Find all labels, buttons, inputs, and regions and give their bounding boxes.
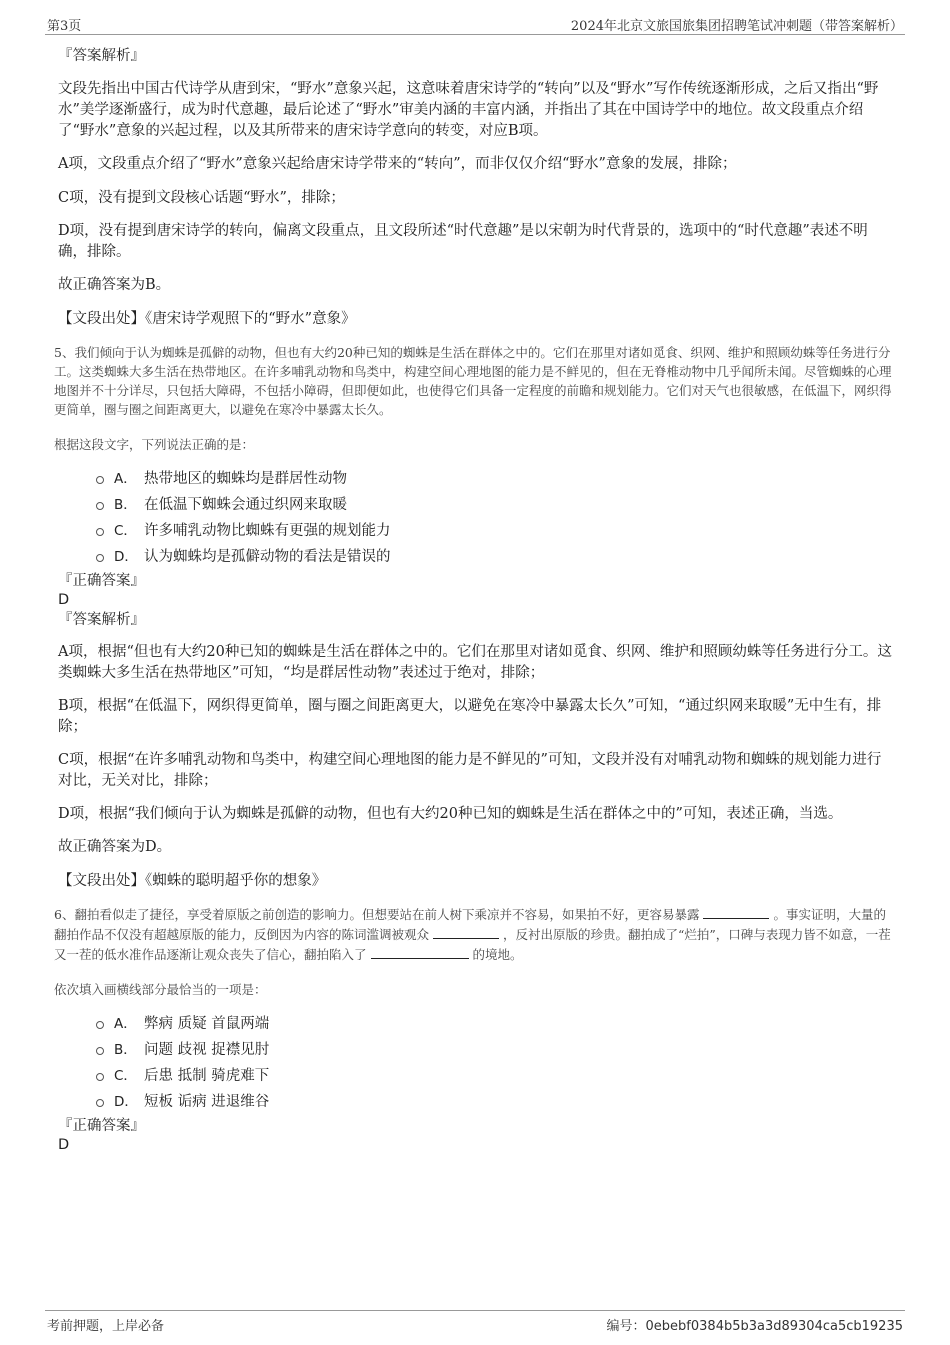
q4-analysis-a: A项，文段重点介绍了“野水”意象兴起给唐宋诗学带来的“转向”，而非仅仅介绍“野水”意象的发展，排除；	[58, 156, 737, 172]
q5-options	[58, 464, 894, 568]
q5-option-a[interactable]	[96, 464, 894, 490]
option-letter: B．	[114, 497, 137, 513]
q5-option-d[interactable]	[96, 542, 894, 568]
q5-analysis-c: C项，根据“在许多哺乳动物和鸟类中，构建空间心理地图的能力是不鲜见的”可知，文段并没有对哺乳动物和蜘蛛的规划能力进行对比，无关对比，排除；	[58, 752, 882, 789]
radio-icon[interactable]	[96, 554, 104, 562]
q5-analysis-a: A项，根据“但也有大约20种已知的蜘蛛是生活在群体之中的。它们在那里对诸如觅食、织网、维护和照顾幼蛛等任务进行分工。这类蜘蛛大多生活在热带地区”可知，“均是群居性动物”表述过于绝对，排除；	[58, 644, 892, 681]
q5-analysis-b: B项，根据“在低温下，网织得更简单，圈与圈之间距离更大，以避免在寒冷中暴露太长久”可知，“通过织网来取暖”无中生有，排除；	[58, 698, 882, 735]
radio-icon[interactable]	[96, 1073, 104, 1081]
q5-option-c[interactable]	[96, 516, 894, 542]
option-text: 问题 歧视 捉襟见肘	[144, 1041, 270, 1058]
q6-option-d[interactable]	[96, 1087, 894, 1113]
q4-analysis-c: C项，没有提到文段核心话题“野水”，排除；	[58, 190, 345, 206]
q5-option-b[interactable]	[96, 490, 894, 516]
footer-code	[607, 1315, 903, 1334]
option-text: 弊病 质疑 首鼠两端	[144, 1015, 270, 1032]
q4-analysis-intro: 文段先指出中国古代诗学从唐到宋，“野水”意象兴起，这意味着唐宋诗学的“转向”以及“野水”写作传统逐渐形成，之后又指出“野水”美学逐渐盛行，成为时代意趣，最后论述了“野水”审美内涵的丰富内涵，并指出了其在中国诗学中的地位。故文段重点介绍了“野水”意象的兴起过程，以及其所带来的唐宋诗学意向的转变，对应B项。	[58, 81, 879, 139]
footer-code-value: 0ebebf0384b5b3a3d89304ca5cb19235	[645, 1319, 903, 1334]
q6-option-a[interactable]	[96, 1009, 894, 1035]
q5-analysis-d: D项，根据“我们倾向于认为蜘蛛是孤僻的动物，但也有大约20种已知的蜘蛛是生活在群体之中的”可知，表述正确，当选。	[58, 806, 843, 822]
radio-icon[interactable]	[96, 1099, 104, 1107]
q6-blank-1	[703, 904, 769, 919]
radio-icon[interactable]	[96, 476, 104, 484]
q6-stem-part1: 6、翻拍看似走了捷径，享受着原版之前创造的影响力。但想要站在前人树下乘凉并不容易，如果拍不好，更容易暴露	[54, 907, 700, 922]
q4-analysis-d: D项，没有提到唐宋诗学的转向，偏离文段重点，且文段所述“时代意趣”是以宋朝为时代背景的，选项中的“时代意趣”表述不明确，排除。	[58, 223, 868, 260]
q6-correct-value: D	[58, 1137, 70, 1153]
option-letter: A．	[114, 471, 137, 487]
q6-stem-part2: 。事实证明，大量的翻拍作品不仅没有超越原版的能力，反倒因为内容的陈词滥调被观众	[54, 907, 886, 942]
q4-analysis-label: 『答案解析』	[58, 48, 145, 64]
q5-correct-value: D	[58, 592, 70, 608]
option-text: 认为蜘蛛均是孤僻动物的看法是错误的	[144, 548, 391, 565]
option-letter: A．	[114, 1016, 137, 1032]
radio-icon[interactable]	[96, 1047, 104, 1055]
footer-slogan: 考前押题，上岸必备	[47, 1319, 165, 1334]
q6-stem-part3: ，反衬出原版的珍贵。翻拍成了“烂拍”，口碑与表现力皆不如意，一茬又一茬的低水准作品逐渐让观众丧失了信心，翻拍陷入了	[54, 927, 891, 962]
q6-blank-3	[371, 944, 469, 959]
radio-icon[interactable]	[96, 1021, 104, 1029]
option-text: 后患 抵制 骑虎难下	[144, 1067, 270, 1084]
option-letter: D．	[114, 549, 138, 565]
option-text: 在低温下蜘蛛会通过织网来取暖	[144, 496, 347, 513]
q6-correct-label: 『正确答案』	[58, 1118, 145, 1134]
q6-stem	[54, 904, 894, 964]
q5-correct-label: 『正确答案』	[58, 573, 145, 589]
option-letter: B．	[114, 1042, 137, 1058]
q4-conclusion: 故正确答案为B。	[58, 277, 171, 293]
q6-option-b[interactable]	[96, 1035, 894, 1061]
q6-question: 依次填入画横线部分最恰当的一项是：	[54, 982, 267, 997]
q6-options	[58, 1009, 894, 1113]
radio-icon[interactable]	[96, 502, 104, 510]
q5-stem: 5、我们倾向于认为蜘蛛是孤僻的动物，但也有大约20种已知的蜘蛛是生活在群体之中的。它们在那里对诸如觅食、织网、维护和照顾幼蛛等任务进行分工。这类蜘蛛大多生活在热带地区。在许多哺乳动物和鸟类中，构建空间心理地图的能力是不鲜见的，但在无脊椎动物中几乎闻所未闻。尽管蜘蛛的心理地图并不十分详尽，只包括大障碍，不包括小障碍，但即便如此，也使得它们具备一定程度的前瞻和规划能力。它们对天气也很敏感，在低温下，网织得更简单，圈与圈之间距离更大，以避免在寒冷中暴露太长久。	[54, 345, 892, 417]
document-title: 2024年北京文旅国旅集团招聘笔试冲刺题（带答案解析）	[570, 19, 903, 34]
page-number: 第3页	[47, 19, 82, 34]
q4-source: 【文段出处】《唐宋诗学观照下的“野水”意象》	[58, 311, 356, 327]
q6-blank-2	[433, 924, 499, 939]
page-content	[54, 46, 894, 1155]
option-letter: C．	[114, 523, 137, 539]
option-letter: C．	[114, 1068, 137, 1084]
option-text: 热带地区的蜘蛛均是群居性动物	[144, 470, 347, 487]
page-header	[45, 12, 905, 35]
q6-stem-part4: 的境地。	[472, 947, 523, 962]
q5-analysis-label: 『答案解析』	[58, 612, 145, 628]
option-text: 许多哺乳动物比蜘蛛有更强的规划能力	[144, 522, 391, 539]
footer-code-label: 编号：	[606, 1319, 646, 1334]
q5-question: 根据这段文字，下列说法正确的是：	[54, 437, 255, 452]
q5-conclusion: 故正确答案为D。	[58, 839, 172, 855]
radio-icon[interactable]	[96, 528, 104, 536]
page-footer	[45, 1310, 905, 1335]
option-text: 短板 诟病 进退维谷	[144, 1093, 270, 1110]
option-letter: D．	[114, 1094, 138, 1110]
q5-source: 【文段出处】《蜘蛛的聪明超乎你的想象》	[58, 873, 327, 889]
q6-option-c[interactable]	[96, 1061, 894, 1087]
